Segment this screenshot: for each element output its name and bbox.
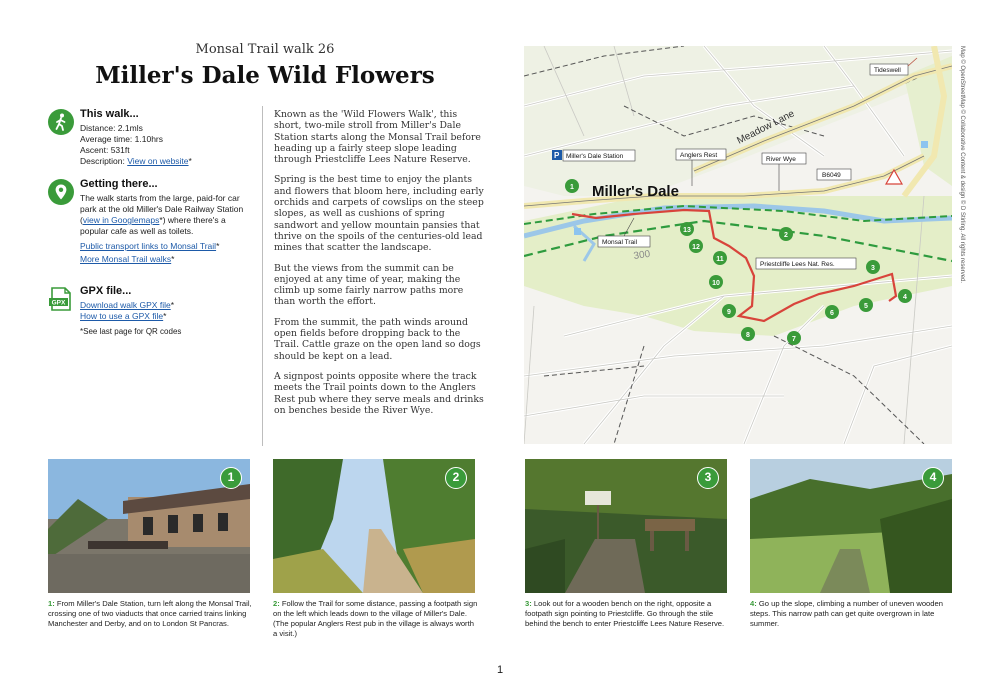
getting-there-text-start: The walk starts from the large, paid-for car park at the old Miller's Dale Railway Station ( xyxy=(80,193,244,225)
getting-there-section xyxy=(48,179,253,265)
photo-badge: 2 xyxy=(445,467,467,489)
waypoint-2: 2 xyxy=(784,232,788,239)
more-walks-link[interactable]: More Monsal Trail walks xyxy=(80,254,172,264)
asterisk: * xyxy=(171,254,175,264)
photo-caption xyxy=(273,599,479,639)
contour-label: 300 xyxy=(632,248,651,262)
walk-series-label: Monsal Trail walk 26 xyxy=(195,42,335,57)
route-map[interactable] xyxy=(524,46,952,444)
caption-text: Look out for a wooden bench on the right, opposite a footpath sign pointing to Priestcliffe. Go through the stile behind the bench to enter Priestcliffe Lees Nature Reserve. xyxy=(525,599,725,628)
qr-code-note: *See last page for QR codes xyxy=(80,327,182,336)
description-asterisk: * xyxy=(188,156,192,166)
getting-there-text xyxy=(80,193,253,237)
waypoint-11: 11 xyxy=(716,256,724,263)
waypoint-4: 4 xyxy=(903,294,907,301)
waypoint-13: 13 xyxy=(683,227,691,234)
download-gpx-link[interactable]: Download walk GPX file xyxy=(80,300,171,310)
photo-badge: 3 xyxy=(697,467,719,489)
bus-stop-icon xyxy=(921,141,928,148)
waypoint-5: 5 xyxy=(864,303,868,310)
tideswell-label: Tideswell xyxy=(874,67,901,74)
waypoint-10: 10 xyxy=(712,280,720,287)
time-value: Average time: 1.10hrs xyxy=(80,134,163,144)
caption-number: 2: xyxy=(273,599,280,608)
waypoint-6: 6 xyxy=(830,310,834,317)
caption-text: Go up the slope, climbing a number of uneven wooden steps. This narrow path can get quite overgrown in late summer. xyxy=(750,599,943,628)
description-line xyxy=(80,156,253,167)
view-on-website-link[interactable]: View on website xyxy=(127,156,189,166)
photo-slope xyxy=(750,459,952,593)
intro-paragraph: Known as the 'Wild Flowers Walk', this short, two-mile stroll from Miller's Dale Station starts along the Monsal Trail before heading up a fairly steep slope leading through Priestcliffe Lees Nature Reserve. xyxy=(274,109,481,166)
caption-text: Follow the Trail for some distance, passing a footpath sign on the left which leads down to the village of Miller's Dale. (The popular Anglers Rest pub in the village is always worth a visit.) xyxy=(273,599,478,638)
svg-text:P: P xyxy=(554,151,560,160)
millers-dale-village-label: Miller's Dale xyxy=(592,183,679,200)
asterisk: * xyxy=(170,300,175,310)
caption-number: 1: xyxy=(48,599,55,608)
waypoint-1: 1 xyxy=(570,184,574,191)
asterisk: * xyxy=(216,241,220,251)
river-wye-label: River Wye xyxy=(766,156,796,163)
meadow-lane-label: Meadow Lane xyxy=(735,108,797,147)
getting-there-heading: Getting there... xyxy=(80,178,158,190)
caption-number: 3: xyxy=(525,599,532,608)
waypoint-9: 9 xyxy=(727,309,731,316)
photo-caption xyxy=(525,599,731,629)
waypoint-12: 12 xyxy=(692,244,700,251)
page-number: 1 xyxy=(496,664,504,676)
column-divider xyxy=(262,106,263,446)
intro-paragraph: A signpost points opposite where the track meets the Trail points down to the Anglers Rest pub where they serve meals and drinks on benches beside the River Wye. xyxy=(274,370,484,416)
photo-trail xyxy=(273,459,475,593)
station-marker-icon xyxy=(574,228,581,235)
photo-badge: 4 xyxy=(922,467,944,489)
photo-station xyxy=(48,459,250,593)
reserve-label: Priestcliffe Lees Nat. Res. xyxy=(760,261,835,268)
photo-badge: 1 xyxy=(220,467,242,489)
intro-paragraph: But the views from the summit can be enjoyed at any time of year, making the climb up some fairly narrow paths more than worth the effort. xyxy=(274,262,464,308)
asterisk: * xyxy=(163,311,167,321)
intro-paragraph: Spring is the best time to enjoy the plants and flowers that bloom here, including early orchids and carpets of cowslips on the steep slopes, as well as cushions of spring sandwort and yellow mountain pansies that thrive on the spoils of the centuries-old lead mines that scatter the landscape. xyxy=(274,174,484,254)
waypoint-7: 7 xyxy=(792,336,796,343)
photo-caption xyxy=(750,599,956,629)
anglers-rest-label: Anglers Rest xyxy=(680,152,718,159)
getting-there-text-end: *) where there's a popular cafe as well as toilets. xyxy=(80,215,226,236)
walker-icon xyxy=(48,109,74,135)
caption-number: 4: xyxy=(750,599,757,608)
intro-text xyxy=(274,109,484,425)
this-walk-heading: This walk... xyxy=(80,108,139,120)
b6049-label: B6049 xyxy=(822,172,841,179)
gpx-section xyxy=(48,286,253,337)
photo-bench xyxy=(525,459,727,593)
page-title: Miller's Dale Wild Flowers xyxy=(95,62,435,89)
photo-caption xyxy=(48,599,254,629)
monsal-trail-label: Monsal Trail xyxy=(602,239,638,246)
waypoint-8: 8 xyxy=(746,332,750,339)
map-credit xyxy=(955,46,967,346)
description-label: Description: xyxy=(80,156,128,166)
public-transport-link[interactable]: Public transport links to Monsal Trail xyxy=(80,241,217,251)
howto-gpx-link[interactable]: How to use a GPX file xyxy=(80,311,164,321)
station-label: Miller's Dale Station xyxy=(566,153,624,160)
waypoint-3: 3 xyxy=(871,265,875,272)
gpx-heading: GPX file... xyxy=(80,285,132,297)
gpx-file-icon xyxy=(48,286,74,312)
ascent-value: Ascent: 531ft xyxy=(80,145,130,155)
caption-text: From Miller's Dale Station, turn left along the Monsal Trail, crossing one of two viaducts that once carried trains linking Manchester and Derby, and on to London St Pancras. xyxy=(48,599,252,628)
distance-value: Distance: 2.1mls xyxy=(80,123,143,133)
intro-paragraph: From the summit, the path winds around open fields before dropping back to the Trail. Cattle graze on the open land so dogs should be kept on a lead. xyxy=(274,316,481,362)
svg-text:GPX: GPX xyxy=(51,299,66,307)
map-credit-text: Map © OpenStreetMap © Collaborative Content & design © D Stirling. All rights reserved. xyxy=(959,46,965,284)
this-walk-section xyxy=(48,109,253,167)
googlemaps-link[interactable]: view in Googlemaps xyxy=(82,215,160,225)
map-pin-icon xyxy=(48,179,74,205)
